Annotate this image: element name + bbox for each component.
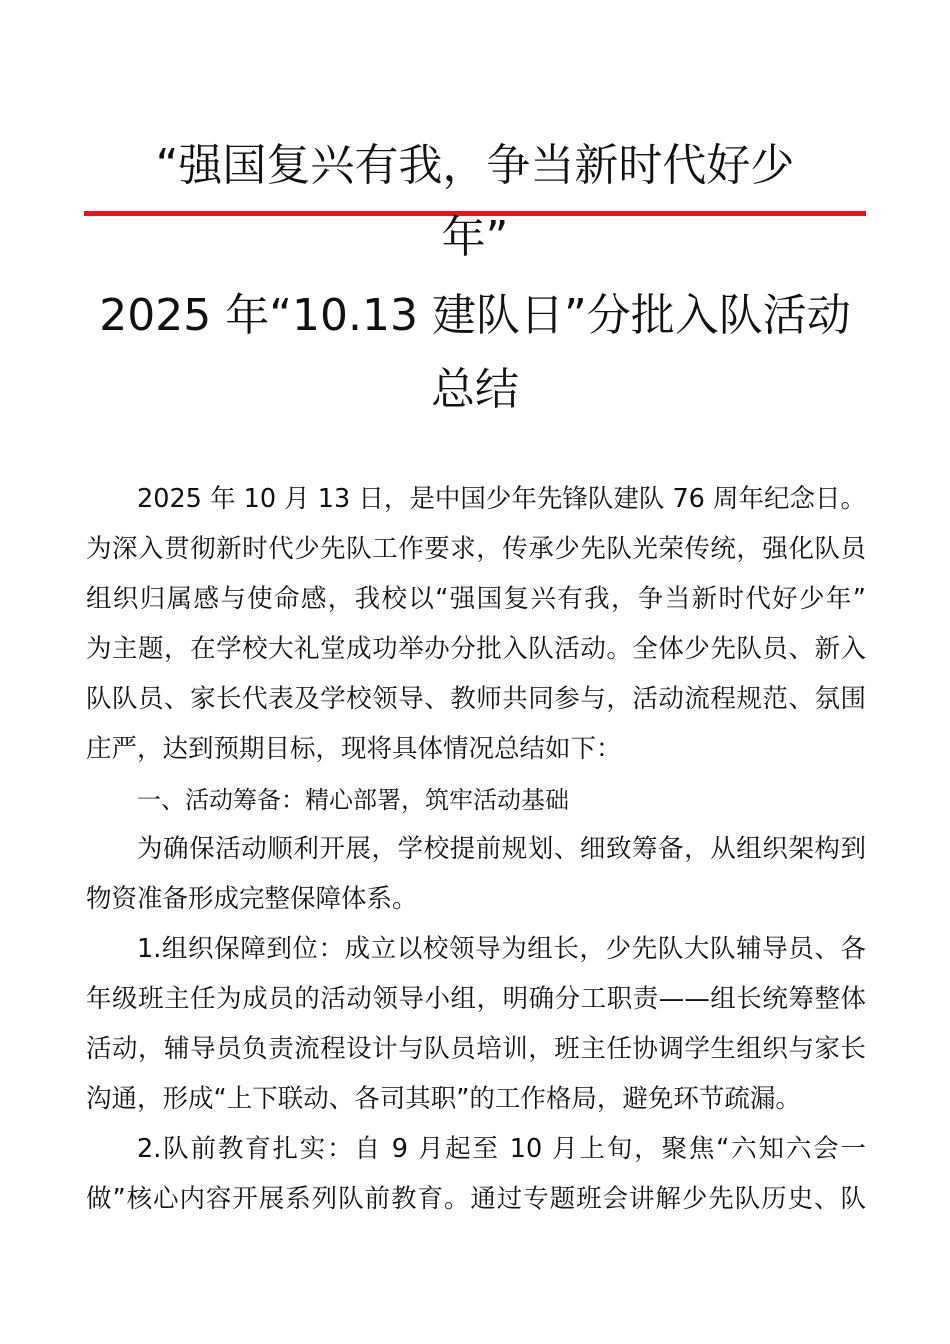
- body-line: 沟通，形成“上下联动、各司其职”的工作格局，避免环节疏漏。: [86, 1084, 801, 1114]
- title-line-1: “强国复兴有我，争当新时代好少: [155, 140, 795, 191]
- body-line: 1.组织保障到位：成立以校领导为组长，少先队大队辅导员、各: [137, 934, 866, 964]
- body-line: 为深入贯彻新时代少先队工作要求，传承少先队光荣传统，强化队员: [86, 534, 866, 564]
- body-line: 组织归属感与使命感，我校以“强国复兴有我，争当新时代好少年”: [86, 584, 866, 614]
- body-line: 队队员、家长代表及学校领导、教师共同参与，活动流程规范、氛围: [86, 684, 866, 714]
- section-heading: 一、活动筹备：精心部署，筑牢活动基础: [137, 786, 569, 814]
- body-line: 做”核心内容开展系列队前教育。通过专题班会讲解少先队历史、队: [86, 1184, 866, 1214]
- body-line: 2.队前教育扎实：自 9 月起至 10 月上旬，聚焦“六知六会一: [137, 1134, 866, 1164]
- title-line-3: 2025 年“10.13 建队日”分批入队活动: [99, 290, 851, 341]
- title-line-4: 总结: [431, 364, 519, 415]
- body-line: 年级班主任为成员的活动领导小组，明确分工职责——组长统筹整体: [86, 984, 866, 1014]
- body-line: 2025 年 10 月 13 日，是中国少年先锋队建队 76 周年纪念日。: [137, 484, 866, 514]
- body-line: 物资准备形成完整保障体系。: [86, 884, 418, 914]
- body-line: 庄严，达到预期目标，现将具体情况总结如下：: [86, 734, 622, 764]
- title-line-2: 年”: [441, 212, 509, 263]
- body-line: 为主题，在学校大礼堂成功举办分批入队活动。全体少先队员、新入: [86, 634, 866, 664]
- body-line: 为确保活动顺利开展，学校提前规划、细致筹备，从组织架构到: [137, 834, 866, 864]
- body-line: 活动，辅导员负责流程设计与队员培训，班主任协调学生组织与家长: [86, 1034, 866, 1064]
